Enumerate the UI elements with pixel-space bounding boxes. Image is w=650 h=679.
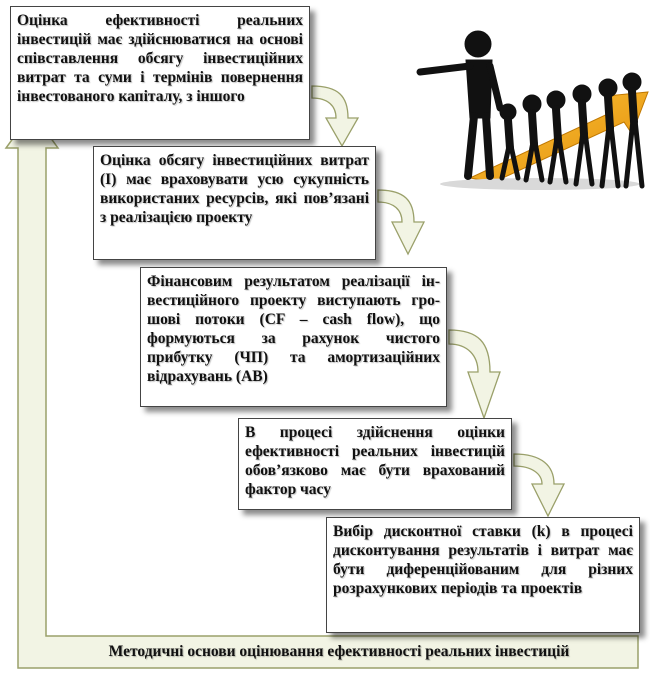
box-discount-rate: Вибір дисконтної ставки (k) в процесі дисконтування результатів і витрат має бути диференційованим для різних розрахункових періодів та проектів — [326, 517, 640, 633]
leader-illustration — [420, 31, 648, 190]
bottom-label: Методичні основи оцінювання ефективності реальних інвестицій — [108, 643, 570, 660]
connector-arrow-4 — [514, 454, 564, 516]
connector-arrow-1 — [312, 86, 358, 146]
connector-arrow-2 — [378, 190, 424, 254]
connector-arrow-3 — [449, 330, 500, 418]
box-time-factor: В процесі здійснення оцінки ефективності реальних інвестицій обов’язково має бути врахований фактор часу — [238, 418, 512, 510]
box-financial-result: Фінансовим результатом реалізації ін-вестиційного проекту виступають гро-шові потоки (CF – cash flow), що формуються за рахунок чистого прибутку (ЧП) та амортизаційних відрахувань (АВ) — [140, 267, 447, 407]
box-evaluation-principle: Оцінка ефективності реальних інвестицій має здійснюватися на основі співставлення обсягу інвестиційних витрат та суми і термінів повернення інвестованого капіталу, з іншого — [10, 6, 310, 140]
box-investment-costs: Оцінка обсягу інвестиційних витрат (I) має враховувати усю сукупність використаних ресурсів, які пов’язані з реалізацією проекту — [93, 146, 376, 260]
